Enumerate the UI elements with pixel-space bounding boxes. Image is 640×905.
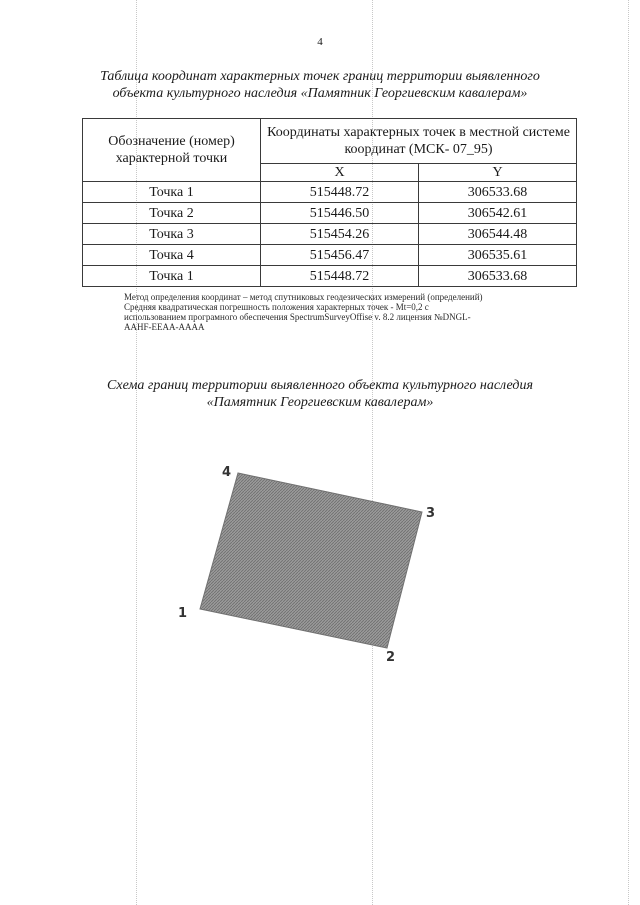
point-y: 306544.48 <box>419 224 577 245</box>
page-number: 4 <box>317 36 323 48</box>
table-row <box>83 203 577 224</box>
fold-line-right <box>628 0 629 905</box>
coordinates-header: Координаты характерных точек в местной системе координат (МСК- 07_95) <box>261 119 577 164</box>
point-x: 515456.47 <box>261 245 419 266</box>
point-x: 515448.72 <box>261 182 419 203</box>
y-column-header: Y <box>419 164 577 182</box>
scheme-title-line-2: «Памятник Георгиевским кавалерам» <box>206 395 434 410</box>
vertex-label-1: 1 <box>178 606 188 621</box>
table-title-line-2: объекта культурного наследия «Памятник Георгиевским кавалерам» <box>112 86 528 101</box>
point-name: Точка 1 <box>83 266 261 287</box>
point-y: 306533.68 <box>419 182 577 203</box>
scheme-title <box>60 377 580 411</box>
scheme-title-line-1: Схема границ территории выявленного объекта культурного наследия <box>107 378 533 393</box>
point-name: Точка 3 <box>83 224 261 245</box>
method-note-line-2: Средняя квадратическая погрешность положения характерных точек - Mt=0,2 с <box>124 302 429 312</box>
vertex-label-3: 3 <box>426 506 436 521</box>
method-note-line-4: AAHF-EEAA-AAAA <box>124 322 205 332</box>
point-name: Точка 2 <box>83 203 261 224</box>
method-note <box>124 292 566 332</box>
table-row <box>83 182 577 203</box>
point-y: 306533.68 <box>419 266 577 287</box>
table-row <box>83 245 577 266</box>
table-header-row <box>83 119 577 164</box>
coordinates-table <box>82 118 577 287</box>
point-x: 515454.26 <box>261 224 419 245</box>
method-note-line-1: Метод определения координат – метод спутниковых геодезических измерений (определений) <box>124 292 483 302</box>
point-y: 306535.61 <box>419 245 577 266</box>
vertex-label-2: 2 <box>386 650 396 665</box>
table-title <box>60 68 580 102</box>
point-y: 306542.61 <box>419 203 577 224</box>
table-title-line-1: Таблица координат характерных точек границ территории выявленного <box>100 69 540 84</box>
x-column-header: X <box>261 164 419 182</box>
table-row <box>83 224 577 245</box>
point-name: Точка 4 <box>83 245 261 266</box>
boundary-scheme <box>160 455 460 675</box>
vertex-label-4: 4 <box>222 465 232 480</box>
territory-polygon <box>200 473 422 648</box>
table-row <box>83 266 577 287</box>
point-name: Точка 1 <box>83 182 261 203</box>
point-designation-header: Обозначение (номер) характерной точки <box>83 119 261 182</box>
point-x: 515446.50 <box>261 203 419 224</box>
method-note-line-3: использованием програмного обеспечения SpectrumSurveyOffise v. 8.2 лицензия №DNGL- <box>124 312 471 322</box>
point-x: 515448.72 <box>261 266 419 287</box>
